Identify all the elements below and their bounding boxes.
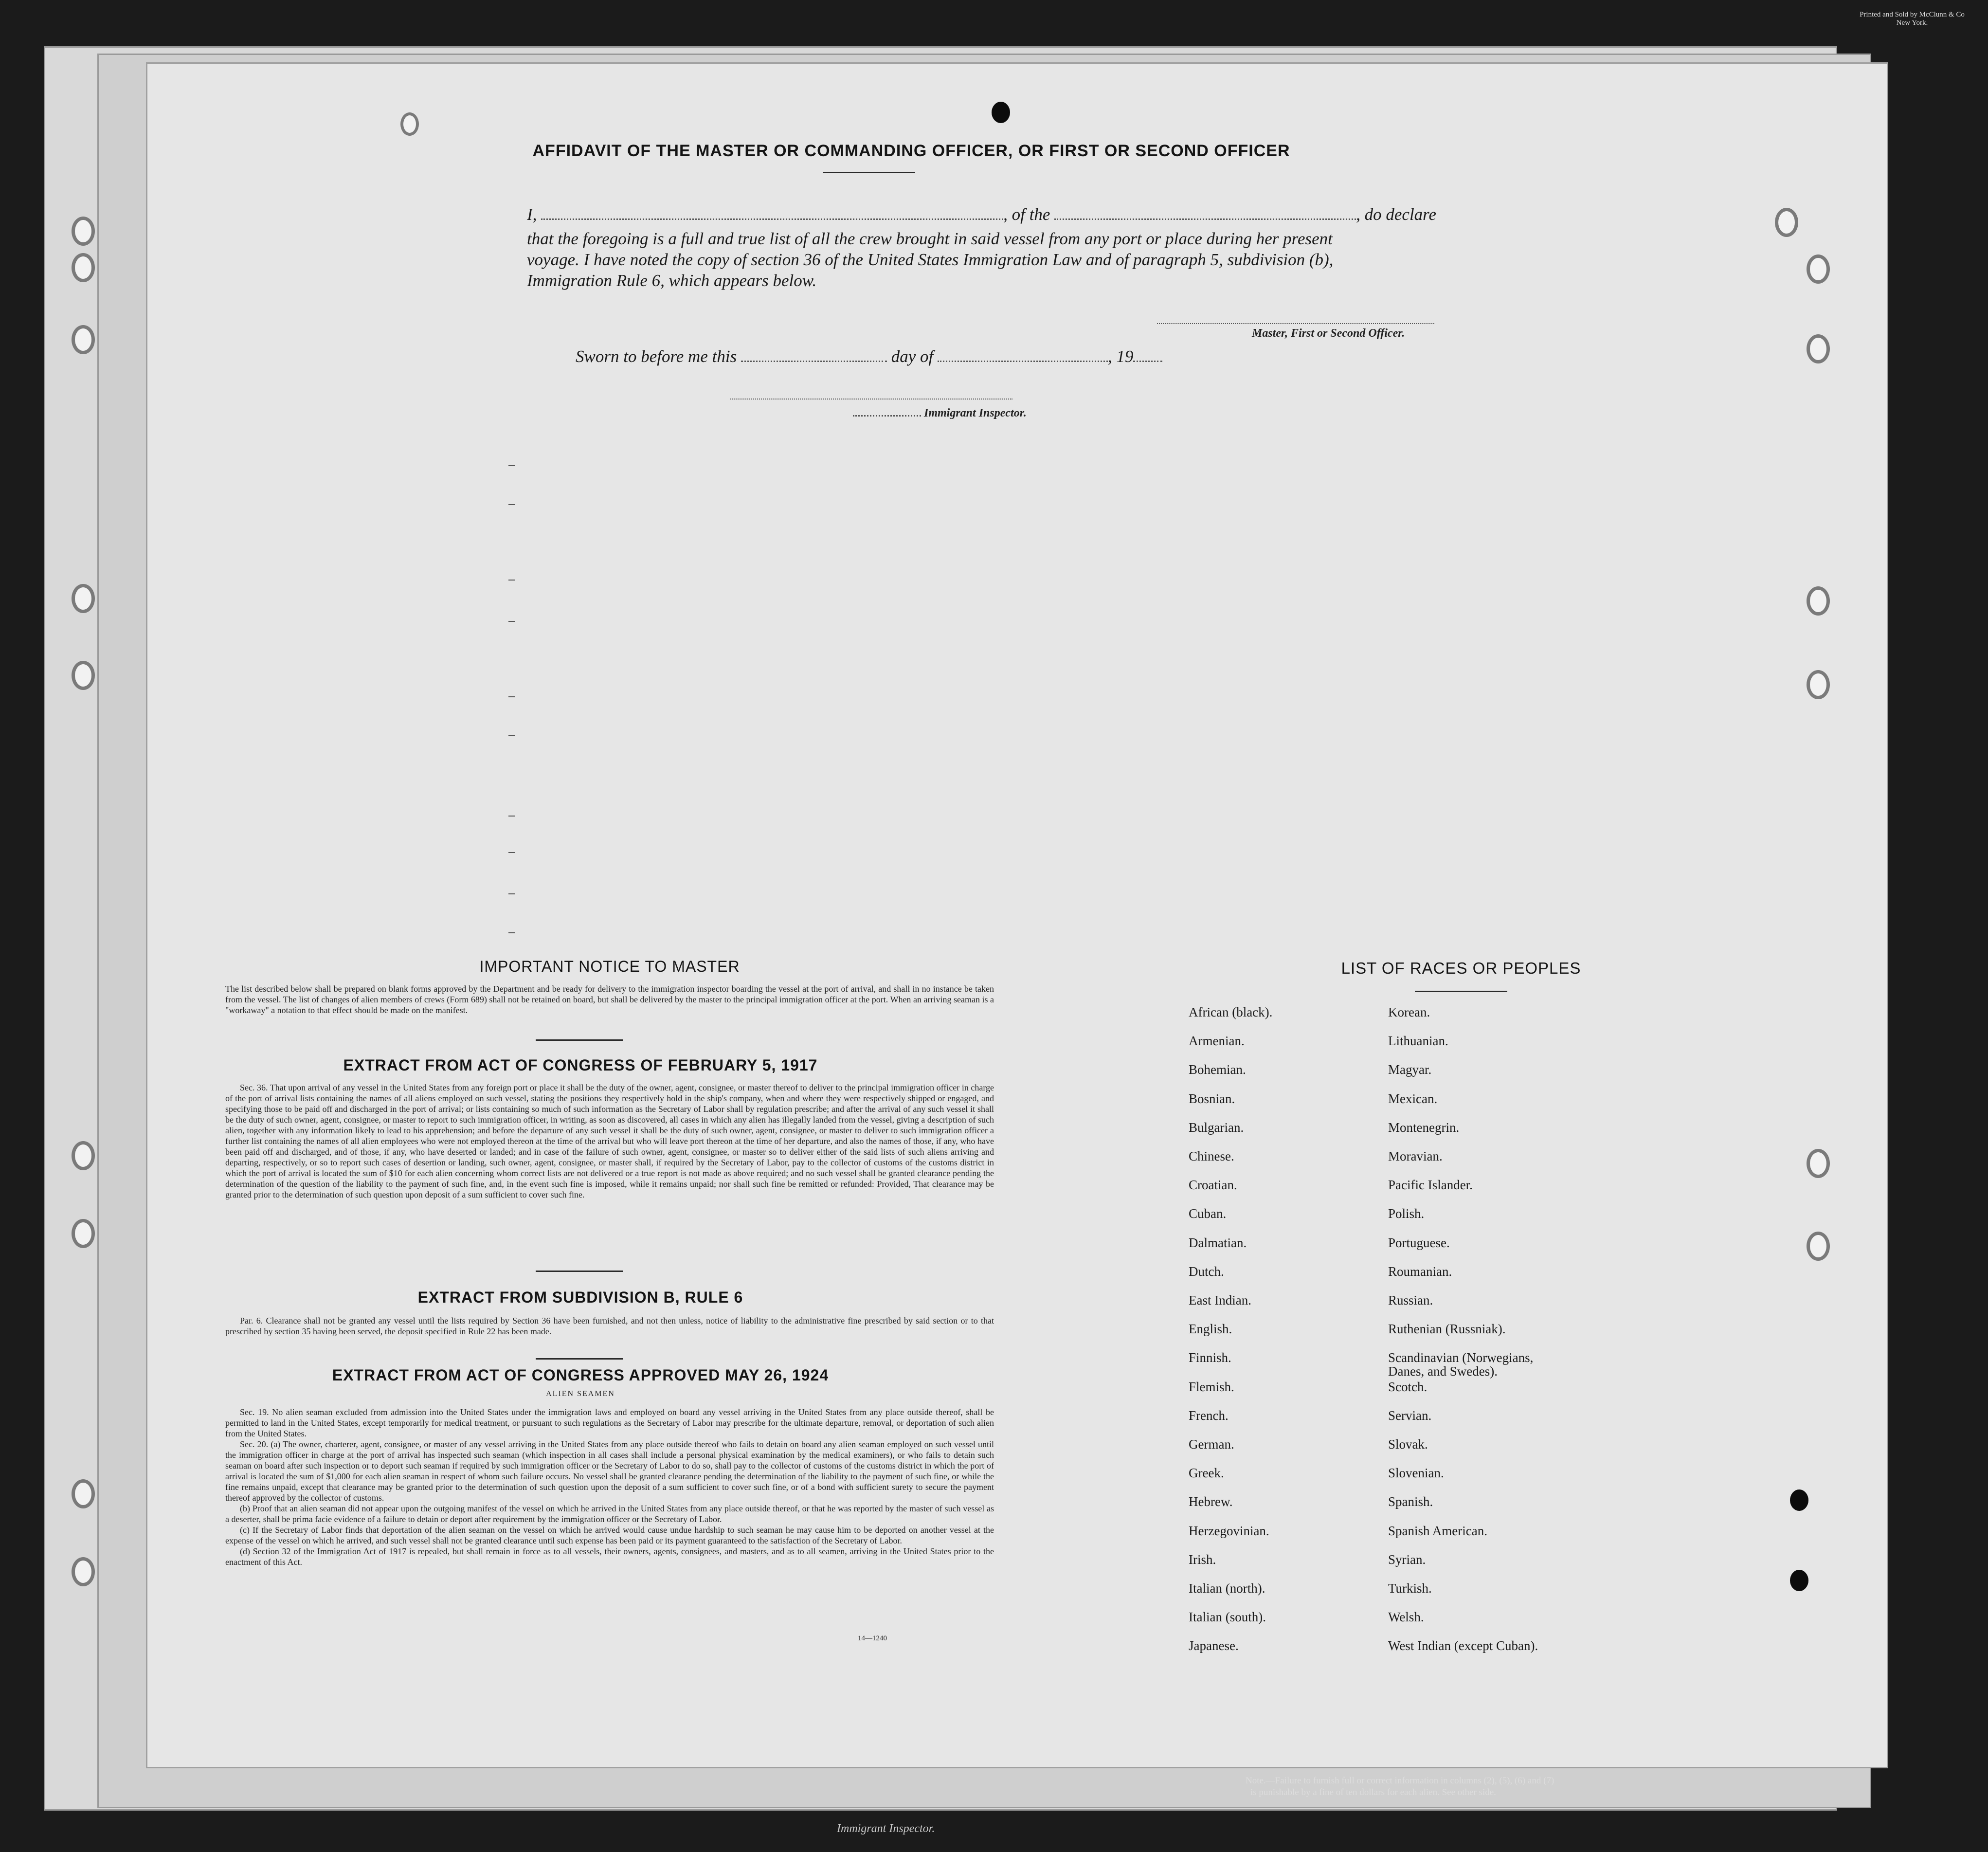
race-item: Moravian. (1388, 1149, 1443, 1163)
sworn-day-of: day of (891, 347, 934, 366)
sworn-year-blank[interactable] (1133, 348, 1162, 362)
inspector-blank[interactable] (853, 407, 921, 417)
race-item: Lithuanian. (1388, 1034, 1448, 1049)
extract-1924-body (225, 1407, 994, 1567)
sworn-prefix: Sworn to before me this (576, 347, 737, 366)
race-item: French. (1189, 1408, 1229, 1423)
row-dash (508, 735, 515, 736)
row-dash (508, 580, 515, 581)
binder-hole (72, 1141, 95, 1170)
race-item: Irish. (1189, 1552, 1216, 1567)
binder-hole (72, 253, 95, 282)
race-item: Montenegrin. (1388, 1120, 1460, 1135)
sec20b-text: (b) Proof that an alien seaman did not appear upon the outgoing manifest of the vessel on which he arrived in the United States from any place outside thereof, or that he was reported by the master of such vessel as a deserter, shall be prima facie evidence of a failure to detain or deport after requirement by the immigration officer or the Secretary of Labor. (225, 1504, 994, 1524)
race-item: Croatian. (1189, 1178, 1237, 1193)
race-item: Bosnian. (1189, 1091, 1235, 1106)
bottom-inspector-label: Immigrant Inspector. (837, 1822, 935, 1835)
name-blank[interactable] (541, 206, 1003, 220)
race-item: West Indian (except Cuban). (1388, 1638, 1538, 1653)
vessel-blank[interactable] (1054, 206, 1356, 220)
notice-title: IMPORTANT NOTICE TO MASTER (479, 958, 740, 975)
race-item: Hebrew. (1189, 1494, 1233, 1509)
race-item: Herzegovinian. (1189, 1523, 1269, 1538)
rule6-title: EXTRACT FROM SUBDIVISION B, RULE 6 (417, 1289, 743, 1306)
punch-hole (1790, 1570, 1808, 1591)
binder-hole (72, 1557, 95, 1586)
race-item: Spanish American. (1388, 1523, 1487, 1538)
declaration-line (527, 205, 1627, 224)
race-item: Bulgarian. (1189, 1120, 1244, 1135)
bottom-note-line1: Note.—Failure to furnish full or correct information in columns (2), (5), (6) and (7) (1246, 1776, 1554, 1786)
declare-of-the: , of the (1003, 205, 1050, 224)
notice-text: The list described below shall be prepared on blank forms approved by the Department and be ready for delivery to the immigration inspector boarding the vessel at the port of arrival, and shall in no instance be taken from the vessel. The list of changes of alien members of crews (Form 689) shall not be retained on board, but shall be delivered by the master to the principal immigration officer at the port. When an arriving seaman is a "workaway" a notation to that effect should be made on the manifest. (225, 984, 994, 1015)
race-item: Portuguese. (1388, 1235, 1450, 1250)
races-title: LIST OF RACES OR PEOPLES (1341, 959, 1581, 977)
races-left-column (1189, 1005, 1393, 1653)
race-item: Roumanian. (1388, 1264, 1452, 1279)
race-item: Italian (north). (1189, 1581, 1265, 1596)
binder-hole (1807, 254, 1830, 284)
race-item: Turkish. (1388, 1581, 1432, 1596)
punch-hole (992, 102, 1010, 123)
binder-hole (1775, 208, 1798, 237)
row-dash (508, 696, 515, 697)
binder-hole (1807, 1149, 1830, 1178)
binder-hole (72, 1219, 95, 1248)
declare-end: , do declare (1356, 205, 1437, 224)
race-item: African (black). (1189, 1005, 1273, 1019)
inspector-label-row (853, 407, 1027, 420)
race-item: Cuban. (1189, 1206, 1227, 1221)
sec20d-text: (d) Section 32 of the Immigration Act of 1917 is repealed, but shall remain in force as to all vessels, their owners, agents, consignees, and masters, and as to all seamen, arriving in the United States prior to the enactment of this Act. (225, 1546, 994, 1567)
binder-hole (400, 112, 419, 136)
race-item: Dalmatian. (1189, 1235, 1247, 1250)
race-item: Mexican. (1388, 1091, 1438, 1106)
race-item: Chinese. (1189, 1149, 1234, 1163)
race-item: Slovak. (1388, 1437, 1428, 1452)
sec19-text: Sec. 19. No alien seaman excluded from admission into the United States under the immigration laws and employed on board any vessel arriving in the United States from any place outside thereof, shall be permitted to land in the United States, except temporarily for medical treatment, or pursuant to such regulations as the Secretary of Labor may prescribe for the ultimate departure, removal, or deportation of such alien from the United States. (225, 1407, 994, 1438)
sec20c-text: (c) If the Secretary of Labor finds that deportation of the alien seaman on the vessel on which he arrived would cause undue hardship to such seaman he may cause him to be deported on another vessel at the expense of the vessel on which he arrived, and such vessel shall not be granted clearance until such expense has been paid or its payment guaranteed to the satisfaction of the Secretary of Labor. (225, 1525, 994, 1545)
affidavit-body-line1: that the foregoing is a full and true list of all the crew brought in said vessel from any port or place during her present (527, 229, 1333, 248)
race-item: Japanese. (1189, 1638, 1239, 1653)
affidavit-body-line2: voyage. I have noted the copy of section 36 of the United States Immigration Law and of paragraph 5, subdivision (b), (527, 250, 1334, 269)
race-item: Scotch. (1388, 1379, 1428, 1394)
rule6-text: Par. 6. Clearance shall not be granted any vessel until the lists required by Section 36 have been furnished, and not then unless, notice of liability to the administrative fine prescribed by said section or to that prescribed by section 35 having been served, the deposit specified in Rule 22 has been made. (225, 1316, 994, 1336)
affidavit-body-line3: Immigration Rule 6, which appears below. (527, 271, 817, 290)
binder-hole (72, 584, 95, 613)
sworn-year: , 19 (1107, 347, 1134, 366)
row-dash (508, 816, 515, 817)
row-dash (508, 893, 515, 894)
binder-hole (72, 217, 95, 246)
race-item: Pacific Islander. (1388, 1178, 1473, 1193)
race-item: Ruthenian (Russniak). (1388, 1322, 1506, 1337)
sworn-day-blank[interactable] (741, 348, 887, 362)
inspector-label: Immigrant Inspector. (924, 407, 1027, 419)
race-item: English. (1189, 1322, 1232, 1337)
extract-1924-subtitle: ALIEN SEAMEN (546, 1390, 615, 1398)
affidavit-title: AFFIDAVIT OF THE MASTER OR COMMANDING OFFICER, OR FIRST OR SECOND OFFICER (532, 142, 1290, 160)
binder-hole (72, 1479, 95, 1508)
row-dash (508, 504, 515, 505)
sworn-month-blank[interactable] (938, 348, 1108, 362)
declare-i: I, (527, 205, 537, 224)
signature-line[interactable] (1157, 323, 1434, 324)
race-item: Finnish. (1189, 1350, 1231, 1365)
row-dash (508, 852, 515, 853)
binder-hole (1807, 586, 1830, 616)
race-item: Syrian. (1388, 1552, 1426, 1567)
race-item: Italian (south). (1189, 1610, 1266, 1625)
binder-hole (1807, 1232, 1830, 1261)
binder-hole (1807, 334, 1830, 363)
race-item: Dutch. (1189, 1264, 1224, 1279)
race-item: Spanish. (1388, 1494, 1433, 1509)
race-item: German. (1189, 1437, 1234, 1452)
race-item: Armenian. (1189, 1034, 1245, 1049)
extract-1917-text: Sec. 36. That upon arrival of any vessel in the United States from any foreign port or place it shall be the duty of the owner, agent, consignee, or master thereof to deliver to the principal immigration officer in charge of the port of arrival lists containing the names of all aliens employed on such vessel, stating the positions they respectively hold in the ship's company, when and where they were respectively shipped or engaged, and specifying those to be paid off and discharged in the port of arrival; or lists containing so much of such information as the Secretary of Labor shall by regulation prescribe; and after the arrival of any such vessel it shall be the duty of such owner, agent, consignee, or master to report to such immigration officer, in writing, as soon as discovered, all cases in which any alien has illegally landed from the vessel, giving a description of such alien, together with any information likely to lead to his apprehension; and before the departure of any such vessel it shall be the duty of such owner, agent, consignee, or master to deliver to such immigration officer a further list containing the names of all alien employees who were not employed thereon at the time of the arrival but who will leave port thereon at the time of her departure, and also the names of those, if any, who have been paid off and discharged, and of those, if any, who have deserted or landed; and in case of the failure of such owner, agent, consignee, or master so to deliver either of the said lists of such aliens arriving and departing, respectively, or so to report such cases of desertion or landing, such owner, agent, consignee, or master shall, if required by the Secretary of Labor, pay to the collector of customs of the customs district in which the port of arrival is located the sum of $10 for each alien concerning whom correct lists are not delivered or a true report is not made as above required; and no such vessel shall be granted clearance pending the determination of the question of the liability to the payment of such fine, and, in the event such fine is imposed, while it remains unpaid; nor shall such fine be remitted or refunded: Provided, That clearance may be granted prior to the determination of such question upon deposit of a sum sufficient to cover such fine. (225, 1083, 994, 1199)
title-rule (823, 172, 915, 173)
binder-hole (72, 661, 95, 690)
form-number: 14—1240 (858, 1634, 887, 1642)
row-dash (508, 932, 515, 933)
sworn-line (576, 347, 1162, 366)
race-item: Slovenian. (1388, 1466, 1444, 1481)
race-item: Greek. (1189, 1466, 1224, 1481)
race-item: Bohemian. (1189, 1062, 1246, 1077)
races-title-rule (1415, 991, 1507, 992)
punch-hole (1790, 1489, 1808, 1511)
section-rule (536, 1039, 623, 1041)
form-page (146, 62, 1888, 1768)
section-rule (536, 1358, 623, 1360)
bottom-note-line2: is punishable by a fine of ten dollars for each alien. See other side. (1250, 1787, 1496, 1798)
row-dash (508, 465, 515, 466)
printer-mark-line2: New York. (1896, 19, 1928, 27)
race-item: Russian. (1388, 1293, 1433, 1307)
race-item: East Indian. (1189, 1293, 1251, 1307)
races-right-column (1388, 1005, 1612, 1653)
race-item: Scandinavian (Norwegians, Danes, and Swedes). (1388, 1350, 1534, 1379)
race-item: Magyar. (1388, 1062, 1432, 1077)
printer-mark (1844, 11, 1980, 27)
bottom-note (1246, 1775, 1554, 1798)
binder-hole (1807, 670, 1830, 699)
race-item: Welsh. (1388, 1610, 1424, 1625)
race-item: Servian. (1388, 1408, 1432, 1423)
race-item: Flemish. (1189, 1379, 1234, 1394)
extract-1924-title: EXTRACT FROM ACT OF CONGRESS APPROVED MAY 26, 1924 (332, 1366, 829, 1384)
extract-1917-title: EXTRACT FROM ACT OF CONGRESS OF FEBRUARY 5, 1917 (343, 1056, 818, 1074)
signature-label: Master, First or Second Officer. (1252, 327, 1405, 340)
race-item: Polish. (1388, 1206, 1425, 1221)
row-dash (508, 621, 515, 622)
printer-mark-line1: Printed and Sold by McClunn & Co (1860, 11, 1965, 18)
section-rule (536, 1271, 623, 1272)
sec20a-text: Sec. 20. (a) The owner, charterer, agent, consignee, or master of any vessel arriving in the United States from any place outside thereof who fails to detain on board any alien seaman employed on such vessel until the immigration officer in charge at the port of arrival has inspected such seaman (which inspection in all cases shall include a personal physical examination by the medical examiners), or who fails to detain such seaman on board after such inspection or to deport such seaman if required by such immigration officer or the Secretary of Labor to do so, shall pay to the collector of customs of the customs district in which the port of arrival is located the sum of $1,000 for each alien seaman in respect of whom such failure occurs. No vessel shall be granted clearance pending the determination of the liability to the payment of such fine, or while the fine remains unpaid, except that clearance may be granted prior to the determination of such question upon the deposit of a sum sufficient to cover such fine, or of a bond with sufficient surety to secure the payment thereof approved by the collector of customs. (225, 1439, 994, 1503)
race-item: Korean. (1388, 1005, 1430, 1019)
binder-hole (72, 325, 95, 354)
